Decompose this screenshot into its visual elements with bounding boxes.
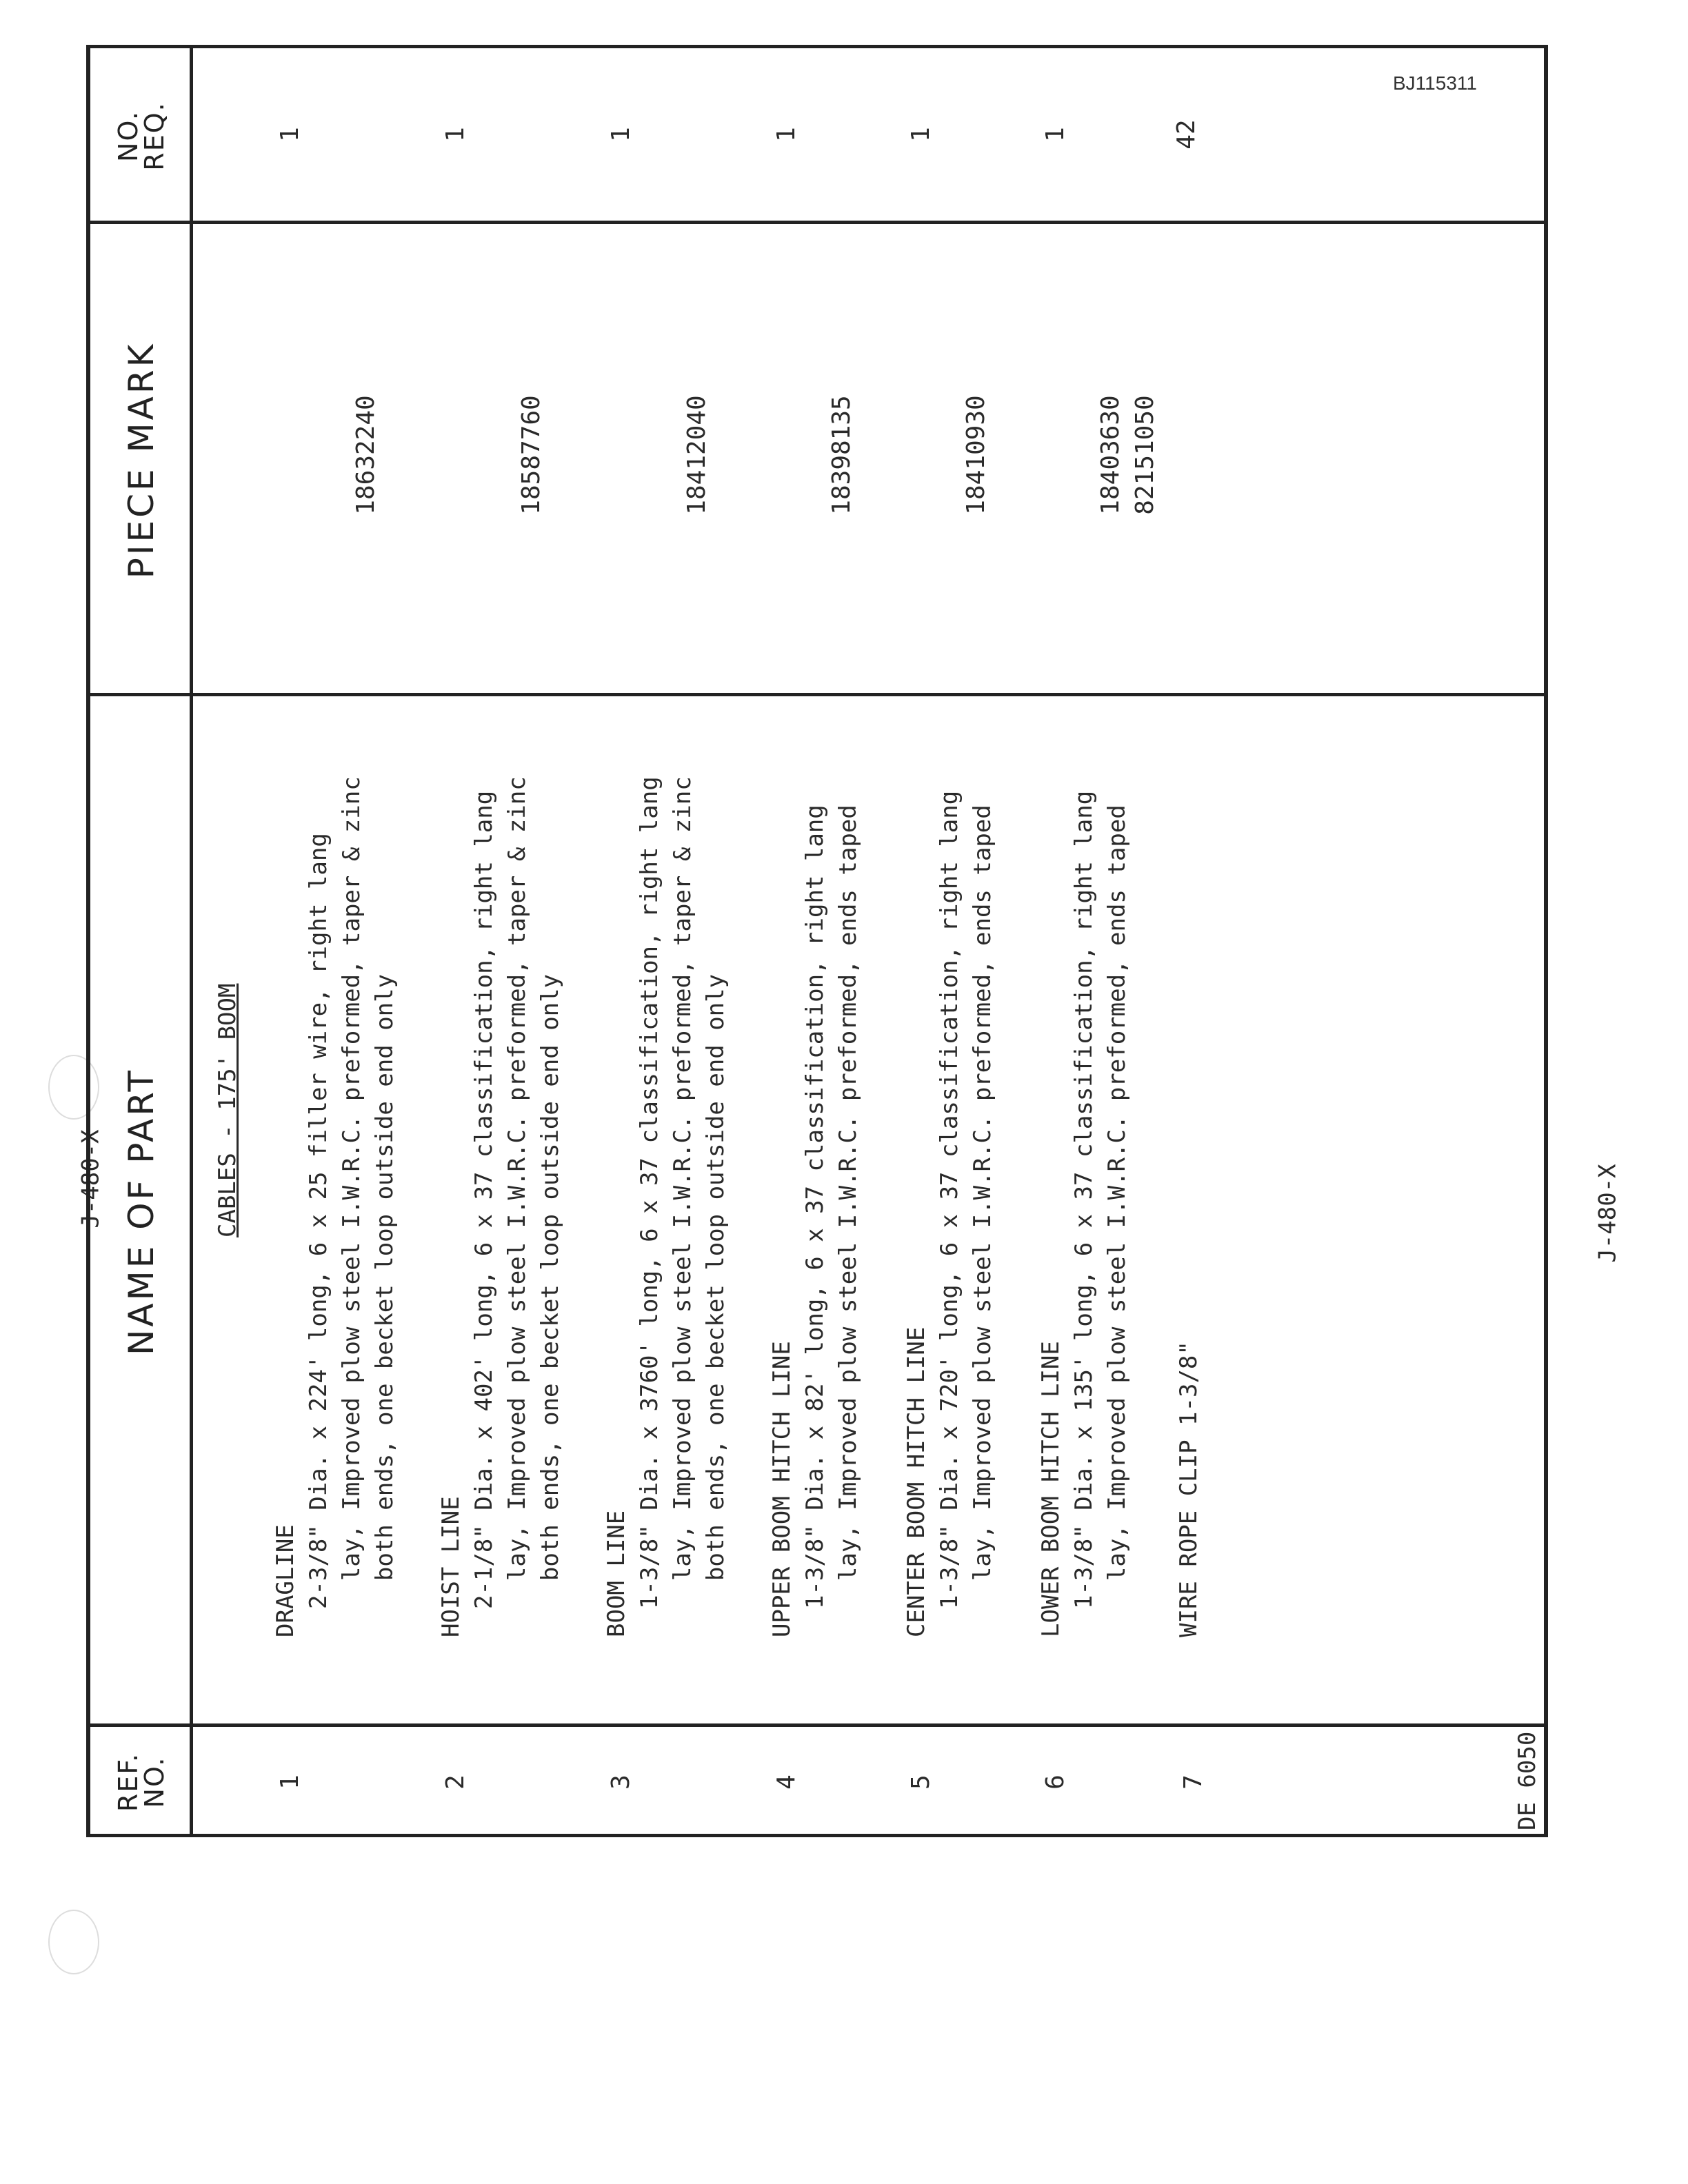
section-title: CABLES - 175' BOOM xyxy=(214,983,241,1237)
ref-number: 4 xyxy=(772,1775,801,1790)
piece-mark: 18403630 xyxy=(1096,395,1125,515)
quantity: 1 xyxy=(907,127,935,142)
part-description: LOWER BOOM HITCH LINE 1-3/8" Dia. x 135' long, 6 x 37 classification, right lang lay, Improved plow steel I.W.R.C. preformed, ends taped xyxy=(1037,790,1131,1637)
part-description: BOOM LINE 1-3/8" Dia. x 3760' long, 6 x 37 classification, right lang lay, Improved plow steel I.W.R.C. preformed, taper & zinc both ends, one becket loop outside end only xyxy=(603,776,730,1637)
header-piece-mark: PIECE MARK xyxy=(121,341,161,579)
quantity: 1 xyxy=(607,127,635,142)
parts-table xyxy=(86,45,1548,1837)
piece-mark: 18587760 xyxy=(517,395,545,515)
piece-mark: 18632240 xyxy=(352,395,380,515)
header-name-of-part: NAME OF PART xyxy=(121,1067,161,1356)
ref-number: 6 xyxy=(1041,1775,1069,1790)
document-id: BJ115311 xyxy=(1393,72,1477,94)
ref-number: 1 xyxy=(276,1775,304,1790)
quantity: 42 xyxy=(1172,119,1200,150)
piece-mark: 82151050 xyxy=(1131,395,1159,515)
part-description: CENTER BOOM HITCH LINE 1-3/8" Dia. x 720' long, 6 x 37 classification, right lang lay, Improved plow steel I.W.R.C. preformed, ends taped xyxy=(903,790,996,1637)
ref-number: 5 xyxy=(907,1775,935,1790)
col-divider-right xyxy=(86,45,1548,48)
col-divider-piece xyxy=(86,221,1548,224)
header-qty: NO. REQ. xyxy=(113,101,170,171)
form-number: DE 6050 xyxy=(1514,1731,1541,1830)
quantity: 1 xyxy=(441,127,470,142)
ref-number: 2 xyxy=(441,1775,470,1790)
quantity: 1 xyxy=(276,127,304,142)
piece-mark: 18412040 xyxy=(683,395,711,515)
page-label: J-480-X xyxy=(77,1129,105,1228)
header-divider xyxy=(190,45,193,1837)
piece-mark: 18410930 xyxy=(962,395,990,515)
col-divider-name xyxy=(86,693,1548,696)
bottom-page-label: J-480-X xyxy=(1594,1164,1622,1263)
col-divider-left xyxy=(86,1834,1548,1837)
quantity: 1 xyxy=(1041,127,1069,142)
piece-mark: 18398135 xyxy=(827,395,856,515)
col-divider-ref xyxy=(86,1723,1548,1727)
header-ref: REF. NO. xyxy=(113,1752,170,1812)
ref-number: 7 xyxy=(1179,1775,1207,1790)
ref-number: 3 xyxy=(607,1775,635,1790)
punch-hole-bottom xyxy=(48,1910,99,1974)
quantity: 1 xyxy=(772,127,801,142)
part-description: DRAGLINE 2-3/8" Dia. x 224' long, 6 x 25 filler wire, right lang lay, Improved plow steel I.W.R.C. preformed, taper & zinc both ends, one becket loop outside end only xyxy=(272,776,399,1637)
part-description: UPPER BOOM HITCH LINE 1-3/8" Dia. x 82' long, 6 x 37 classification, right lang lay, Improved plow steel I.W.R.C. preformed, ends taped xyxy=(768,805,862,1637)
part-description: WIRE ROPE CLIP 1-3/8" xyxy=(1175,1341,1203,1637)
part-description: HOIST LINE 2-1/8" Dia. x 402' long, 6 x 37 classification, right lang lay, Improved plow steel I.W.R.C. preformed, taper & zinc both ends, one becket loop outside end only xyxy=(437,776,564,1637)
